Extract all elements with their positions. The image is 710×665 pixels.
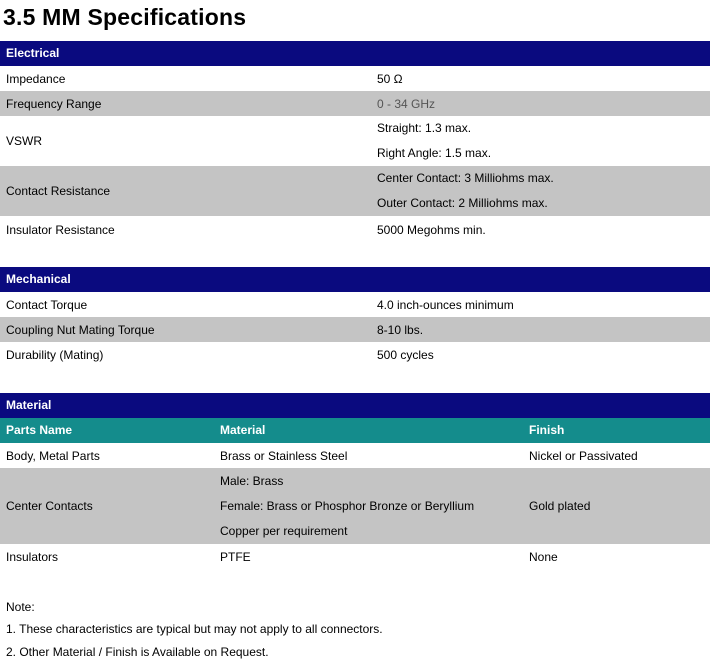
material-row-body [0,443,710,468]
spec-value: 50 Ω [377,71,403,86]
material-row-center-contacts [0,468,710,544]
spec-label: Contact Resistance [6,184,111,198]
note-item: 2. Other Material / Finish is Available on Request. [6,645,269,659]
spec-row-frequency-range [0,91,710,116]
spec-value: 5000 Megohms min. [377,222,486,237]
spec-value-list [377,166,554,216]
part-finish: None [529,549,558,564]
part-name: Body, Metal Parts [6,448,100,463]
material-row-insulators [0,544,710,569]
spec-value: 0 - 34 GHz [377,96,436,111]
spec-row-durability [0,342,710,367]
spec-row-vswr [0,116,710,166]
spec-value: 4.0 inch-ounces minimum [377,297,514,312]
spec-row-insulator-resistance [0,217,710,242]
spec-row-impedance [0,66,710,91]
column-header-material: Material [220,423,266,437]
part-finish: Nickel or Passivated [529,448,638,463]
note-item: 1. These characteristics are typical but may not apply to all connectors. [6,622,383,636]
spec-value: 500 cycles [377,347,434,362]
spec-label: Insulator Resistance [6,222,115,237]
part-material: Male: Brass [220,473,284,488]
spec-row-contact-resistance [0,166,710,216]
part-material: Brass or Stainless Steel [220,448,348,463]
page-title: 3.5 MM Specifications [3,4,247,30]
spec-value: 8-10 lbs. [377,322,424,337]
spec-label: Contact Torque [6,297,88,312]
spec-label: VSWR [6,134,42,148]
spec-value: Right Angle: 1.5 max. [377,146,492,160]
part-material-list [220,468,474,544]
part-name: Insulators [6,549,59,564]
material-section-header: Material [0,393,710,418]
part-finish: Gold plated [529,499,591,513]
part-material: Female: Brass or Phosphor Bronze or Beryllium [220,498,475,513]
note-label: Note: [6,600,35,614]
spec-value-list [377,116,491,166]
electrical-section-header: Electrical [0,41,710,66]
spec-label: Impedance [6,71,66,86]
spec-row-coupling-nut-torque [0,317,710,342]
spec-value: Outer Contact: 2 Milliohms max. [377,196,548,210]
part-material: PTFE [220,549,251,564]
part-material: Copper per requirement [220,523,348,538]
spec-row-contact-torque [0,292,710,317]
spec-label: Durability (Mating) [6,347,104,362]
mechanical-section-header: Mechanical [0,267,710,292]
column-header-parts-name: Parts Name [6,423,73,437]
material-column-headers [0,418,710,443]
spec-label: Coupling Nut Mating Torque [6,322,155,337]
spec-value: Center Contact: 3 Milliohms max. [377,171,554,185]
spec-label: Frequency Range [6,96,102,111]
spec-value: Straight: 1.3 max. [377,121,472,135]
column-header-finish: Finish [529,423,565,437]
part-name: Center Contacts [6,499,93,513]
